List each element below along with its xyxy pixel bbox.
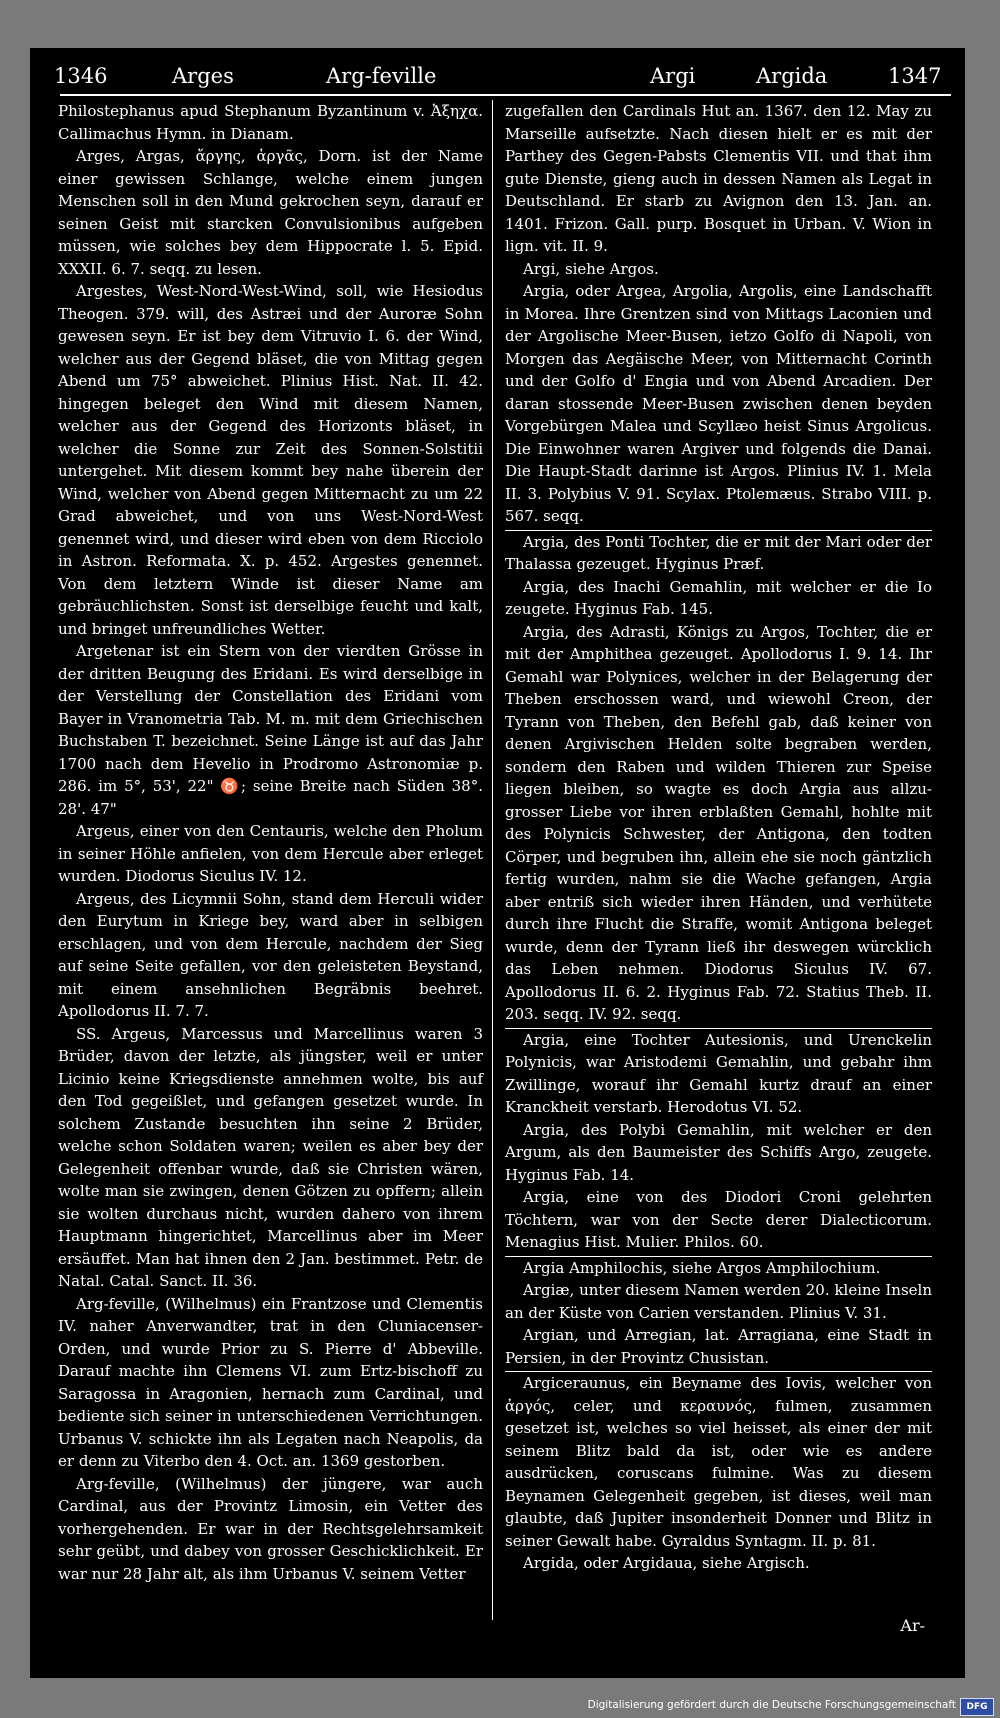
entry-paragraph: Arg-feville, (Wilhelmus) ein Frantzose und Clementis IV. naher Anverwandter, trat in den Cluniacenser-Orden, und wurde Prior zu S. Pierre d' Abbeville. Darauf machte ihn Clemens VI. zum Ertz-bischoff zu Saragossa in Aragonien, hernach zum Cardinal, und bediente sich seiner in unterschiedenen Verrichtungen. Urbanus V. schickte ihn als Legaten nach Neapolis, da er denn zu Viterbo den 4. Oct. an. 1369 gestorben.	[58, 1294, 483, 1470]
entry-paragraph: Argeus, einer von den Centauris, welche den Pholum in seiner Höhle anfielen, von dem Hercule aber erleget wurden. Diodorus Siculus IV. 12.	[58, 822, 483, 885]
entry-paragraph: Argia, oder Argea, Argolia, Argolis, eine Landschafft in Morea. Ihre Grentzen sind von Mittags Laconien und der Argolische Meer-Busen, ietzo Golfo di Napoli, von Morgen das Aegäische Meer, von Mitternacht Corinth und der Golfo d' Engia und von Abend Arcadien. Der daran stossende Meer-Busen zwischen denen beyden Vorgebürgen Malea und Scyllæo heist Sinus Argolicus. Die Einwohner waren Argiver und folgends die Danai. Die Haupt-Stadt darinne ist Argos. Plinius IV. 1. Mela II. 3. Polybius V. 91. Scylax. Ptolemæus. Strabo VIII. p. 567. seqq.	[505, 282, 932, 525]
entry-paragraph: Argeus, des Licymnii Sohn, stand dem Herculi wider den Eurytum in Kriege bey, ward aber in selbigen erschlagen, und von dem Hercule, nachdem der Sieg auf seine Seite gefallen, vor den geleisteten Beystand, mit einem ansehnlichen Begräbnis beehret. Apollodorus II. 7. 7.	[58, 889, 483, 1020]
footer-bar	[0, 1696, 1000, 1718]
entry-paragraph: Argia, eine Tochter Autesionis, und Urenckelin Polynicis, war Aristodemi Gemahlin, und gebahr ihm Zwillinge, worauf ihr Gemahl kurtz drauf an einer Kranckheit verstarb. Herodotus VI. 52.	[505, 1028, 932, 1119]
header-rule	[60, 94, 951, 96]
entry-paragraph: Argida, oder Argidaua, siehe Argisch.	[523, 1554, 810, 1572]
footer-credit: Digitalisierung gefördert durch die Deutsche Forschungsgemeinschaft	[587, 1699, 956, 1711]
right-running-head-2: Argida	[756, 64, 828, 88]
entry-paragraph: Argia, eine von des Diodori Croni gelehrten Töchtern, war von der Secte derer Dialecticorum. Menagius Hist. Mulier. Philos. 60.	[505, 1188, 932, 1251]
left-column	[58, 100, 483, 1585]
entry-paragraph: Argia, des Ponti Tochter, die er mit der Mari oder der Thalassa gezeuget. Hyginus Præf.	[505, 530, 932, 576]
book-page	[30, 48, 965, 1678]
right-page-number: 1347	[888, 64, 942, 88]
entry-paragraph: Argia Amphilochis, siehe Argos Amphilochium.	[505, 1256, 932, 1280]
entry-paragraph: Argestes, West-Nord-West-Wind, soll, wie Hesiodus Theogen. 379. will, des Astræi und der Auroræ Sohn gewesen seyn. Er ist bey dem Vitruvio I. 6. der Wind, welcher aus der Gegend bläset, die von Mittag gegen Abend um 75° abweichet. Plinius Hist. Nat. II. 42. hingegen beleget den Wind mit diesem Namen, welcher aus der Gegend des Horizonts bläset, in welcher die Sonne zur Zeit des Sonnen-Solstitii untergehet. Mit diesem kommt bey nahe überein der Wind, welcher von Abend gegen Mitternacht zu um 22 Grad abweichet, und von uns West-Nord-West genennet wird, und dieser wird eben von dem Ricciolo in Astron. Reformata. X. p. 452. Argestes genennet. Von dem letztern Winde ist dieser Name am gebräuchlichsten. Sonst ist derselbige feucht und kalt, und bringet unfreundliches Wetter.	[58, 282, 483, 638]
entry-paragraph: Philostephanus apud Stephanum Byzantinum v. Ἀξηχα. Callimachus Hymn. in Dianam.	[58, 102, 483, 143]
left-running-head-2: Arg-feville	[326, 64, 437, 88]
entry-paragraph: SS. Argeus, Marcessus und Marcellinus waren 3 Brüder, davon der letzte, als jüngster, weil er unter Licinio keine Kriegsdienste annehmen wolte, bis auf den Tod gegeißlet, und gefangen gesetzet wurde. In solchem Zustande besuchten ihn seine 2 Brüder, welche schon Soldaten waren; weilen es aber bey der Gelegenheit offenbar wurde, daß sie Christen wären, wolte man sie zwingen, denen Götzen zu opffern; allein sie wolten durchaus nicht, wurden dahero von ihrem Hauptmann hingerichtet, Marcellinus aber im Meer ersäuffet. Man hat ihnen den 2 Jan. bestimmet. Petr. de Natal. Catal. Sanct. II. 36.	[58, 1024, 483, 1290]
entry-paragraph: Argetenar ist ein Stern von der vierdten Grösse in der dritten Beugung des Eridani. Es wird derselbige in der Verstellung der Constellation des Eridani vom Bayer in Vranometria Tab. M. m. mit dem Griechischen Buchstaben T. bezeichnet. Seine Länge ist auf das Jahr 1700 nach dem Hevelio in Prodromo Astronomiæ p. 286. im 5°, 53', 22" ♉; seine Breite nach Süden 38°. 28'. 47"	[58, 642, 483, 818]
entry-paragraph: Arg-feville, (Wilhelmus) der jüngere, war auch Cardinal, aus der Provintz Limosin, ein Vetter des vorhergehenden. Er war in der Rechtsgelehrsamkeit sehr geübt, und dabey von grosser Geschicklichkeit. Er war nur 28 Jahr alt, als ihm Urbanus V. seinem Vetter	[58, 1474, 483, 1583]
entry-paragraph: Argi, siehe Argos.	[523, 259, 659, 278]
left-page-number: 1346	[54, 64, 108, 88]
entry-paragraph: zugefallen den Cardinals Hut an. 1367. den 12. May zu Marseille aufsetzte. Nach diesen hielt er es mit der Parthey des Gegen-Pabsts Clementis VII. und that ihm gute Dienste, gieng auch in dessen Namen als Legat in Deutschland. Er starb zu Avignon den 13. Jan. an. 1401. Frizon. Gall. purp. Bosquet in Urban. V. Wion in lign. vit. II. 9.	[505, 102, 932, 255]
entry-paragraph: Argia, des Polybi Gemahlin, mit welcher er den Argum, als den Baumeister des Schiffs Argo, zeugete. Hyginus Fab. 14.	[505, 1120, 932, 1184]
column-divider	[492, 100, 493, 1620]
entry-paragraph: Argiæ, unter diesem Namen werden 20. kleine Inseln an der Küste von Carien verstanden. Plinius V. 31.	[505, 1281, 932, 1322]
catchword: Ar-	[900, 1616, 925, 1635]
right-column	[505, 100, 932, 1575]
entry-paragraph: Arges, Argas, ἄργης, ἀργᾶς, Dorn. ist der Name einer gewissen Schlange, welche einem jungen Menschen soll in den Mund gekrochen seyn, darauf er seinen Geist mit starcken Convulsionibus aufgeben müssen, wie solches bey dem Hippocrate l. 5. Epid. XXXII. 6. 7. seqq. zu lesen.	[58, 147, 483, 278]
entry-paragraph: Argia, des Adrasti, Königs zu Argos, Tochter, die er mit der Amphithea gezeuget. Apollodorus I. 9. 14. Ihr Gemahl war Polynices, welcher in der Belagerung der Theben erschossen ward, und wiewohl Creon, der Tyrann von Theben, den Befehl gab, daß keiner von denen Argivischen Helden solte begraben werden, sondern den Raben und wilden Thieren zur Speise liegen bleiben, so wagte es doch Argia aus allzu-grosser Liebe vor ihren erblaßten Gemahl, hohlte mit des Polynicis Schwester, der Antigona, den todten Cörper, und begruben ihn, allein ehe sie noch gäntzlich fertig wurden, nahm sie die Wache gefangen, Argia aber entriß sich wieder ihren Händen, und verhütete durch ihre Flucht die Straffe, womit Antigona beleget wurde, denn der Tyrann ließ ihr deswegen würcklich das Leben nehmen. Diodorus Siculus IV. 67. Apollodorus II. 6. 2. Hyginus Fab. 72. Statius Theb. II. 203. seqq. IV. 92. seqq.	[505, 622, 932, 1023]
entry-paragraph: Argia, des Inachi Gemahlin, mit welcher er die Io zeugete. Hyginus Fab. 145.	[505, 577, 932, 618]
dfg-logo-icon: DFG	[960, 1698, 994, 1716]
left-running-head-1: Arges	[172, 64, 234, 88]
right-running-head-1: Argi	[650, 64, 696, 88]
entry-paragraph: Argiceraunus, ein Beyname des Iovis, welcher von ἀργός, celer, und κεραυνός, fulmen, zusammen gesetzet ist, welches so viel heisset, als einer der mit seinem Blitz bald da ist, oder wie es andere ausdrücken, coruscans fulmine. Was zu diesem Beynamen Gelegenheit gegeben, ist dieses, weil man glaubte, daß Jupiter insonderheit Donner und Blitz in seiner Gewalt habe. Gyraldus Syntagm. II. p. 81.	[505, 1371, 932, 1552]
entry-paragraph: Argian, und Arregian, lat. Arragiana, eine Stadt in Persien, in der Provintz Chusistan.	[505, 1326, 932, 1367]
